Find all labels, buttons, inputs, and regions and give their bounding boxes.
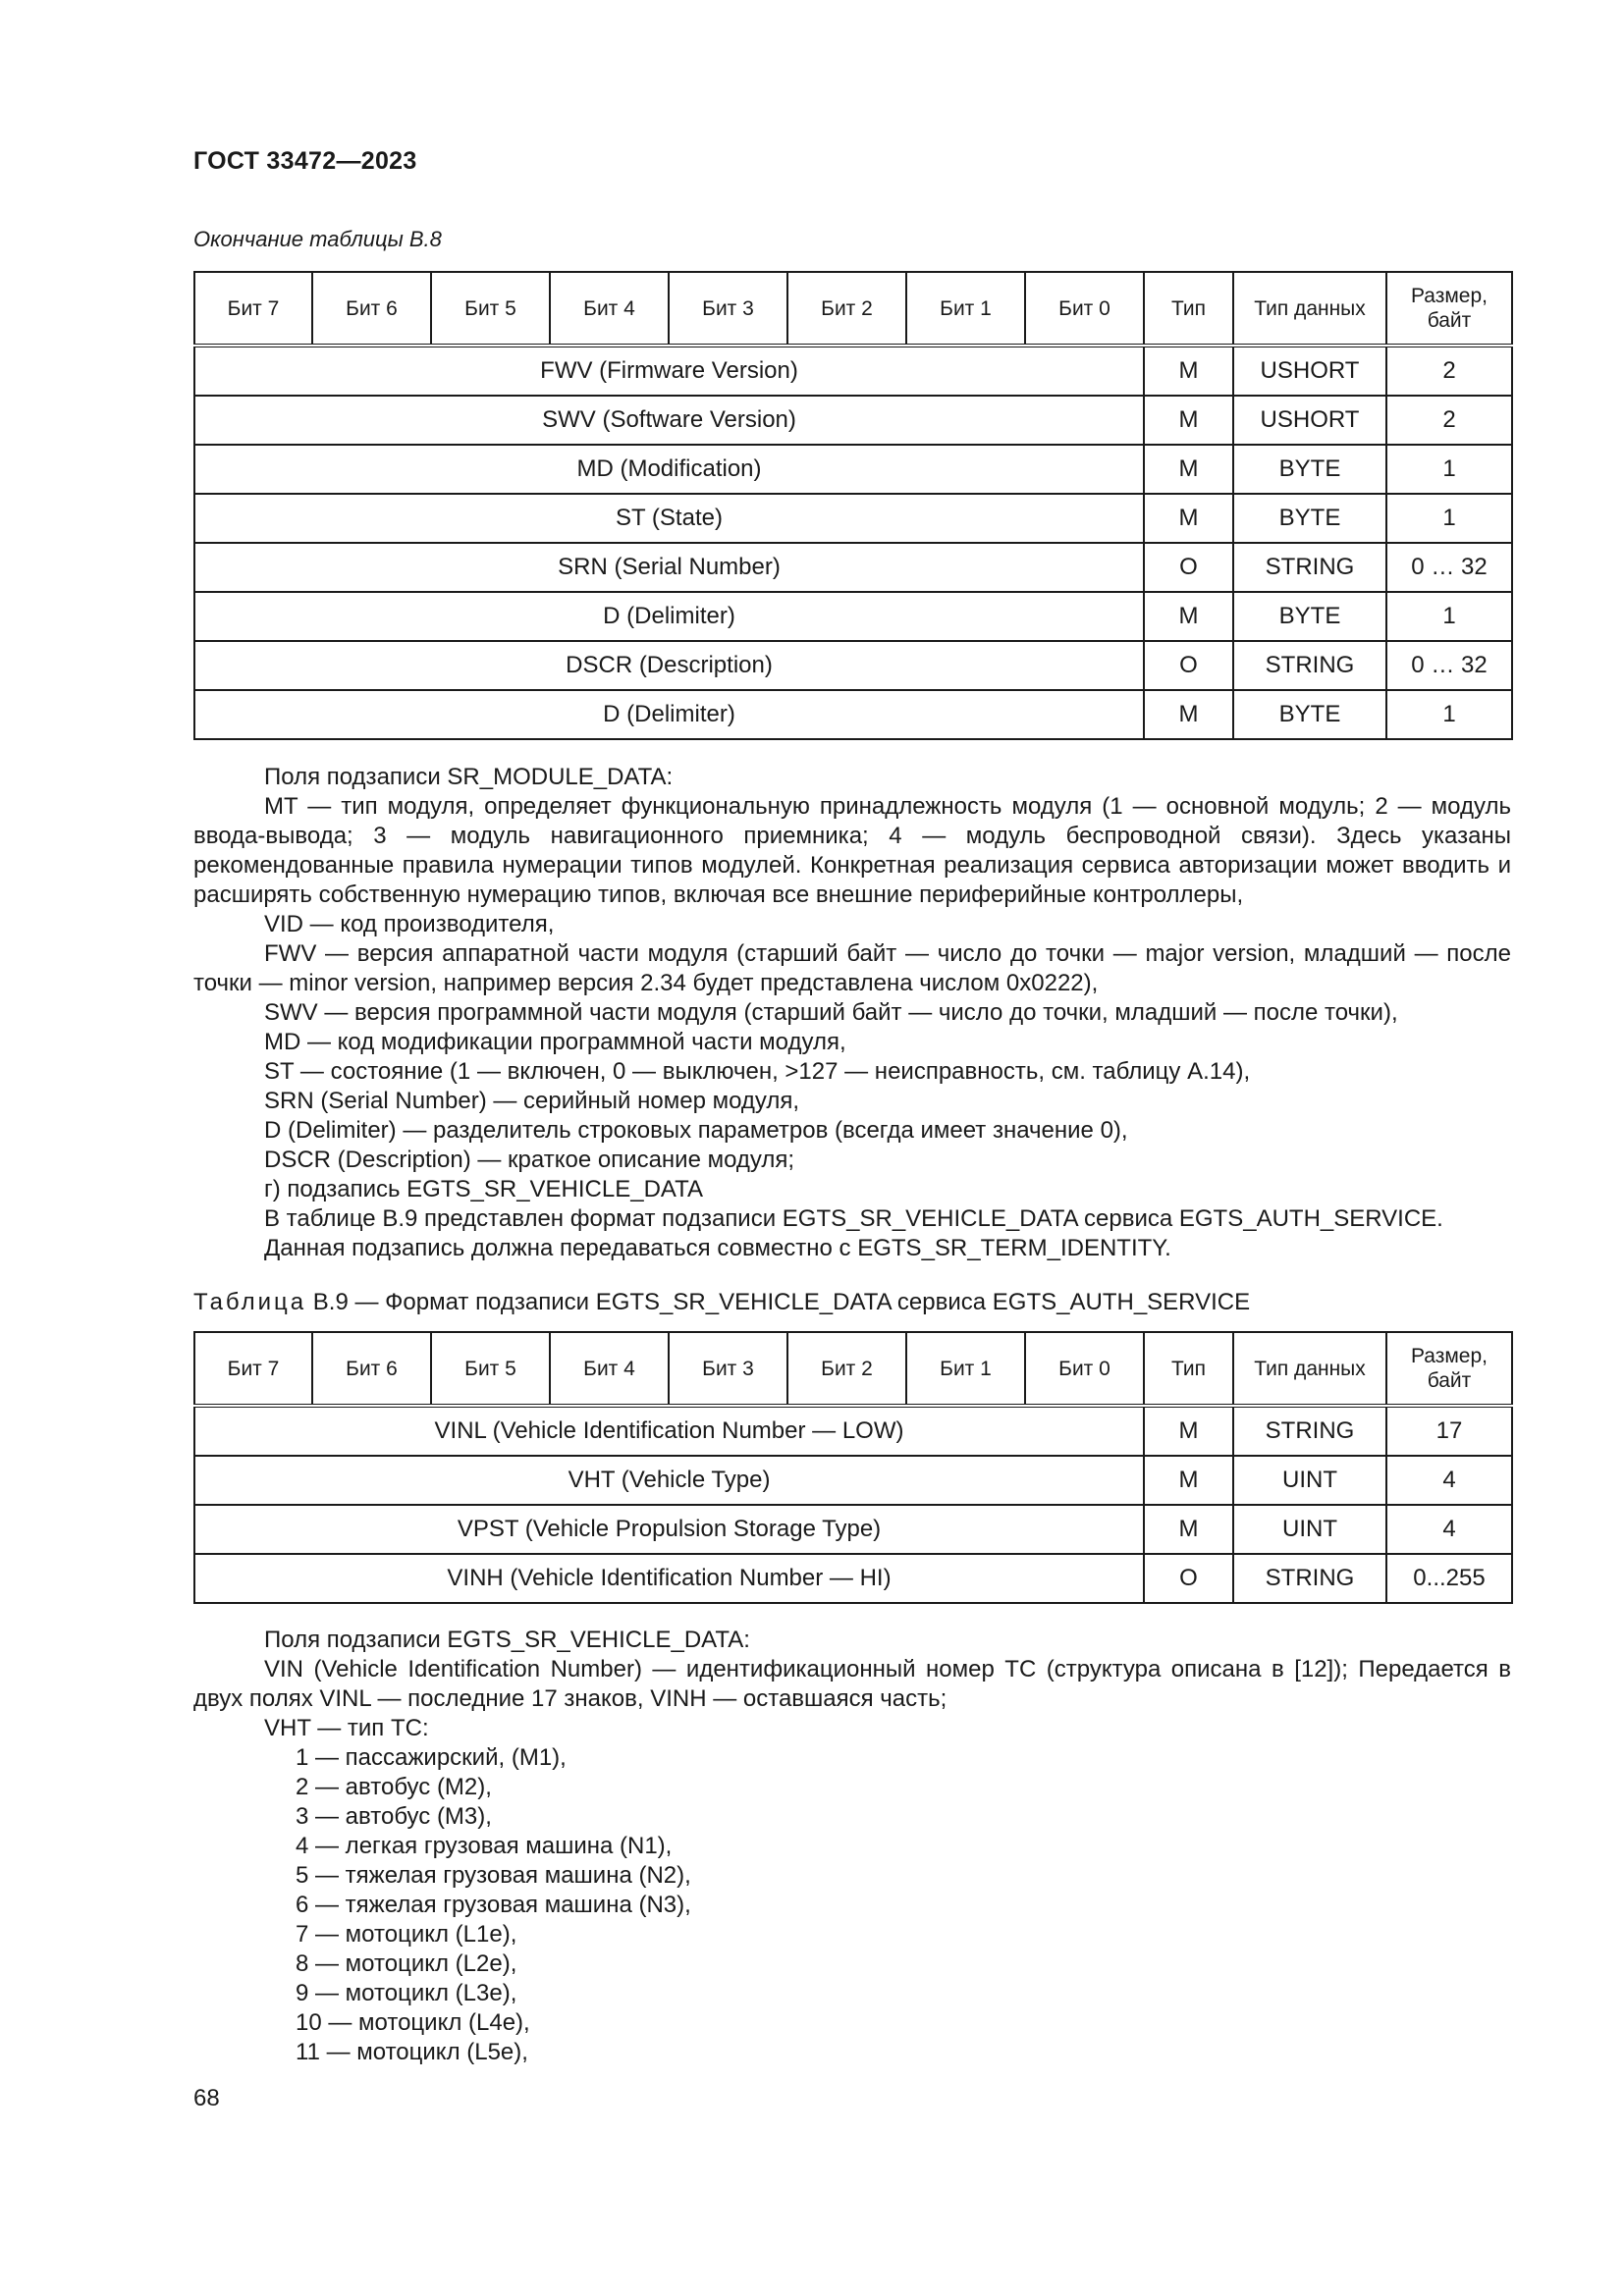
- type-cell: O: [1144, 1554, 1233, 1603]
- list-item: 8 — мотоцикл (L2e),: [296, 1950, 517, 1977]
- table-row: [194, 690, 1512, 739]
- paragraph: D (Delimiter) — разделитель строковых параметров (всегда имеет значение 0),: [264, 1117, 1128, 1144]
- paragraph: MT — тип модуля, определяет функциональную принадлежность модуля (1 — основной модуль; 2 — модуль ввода-вывода; 3 — модуль навигационного приемника; 4 — модуль беспроводной связи). Здесь указаны рекомендованные правила нумерации типов модулей. Конкретная реализация сервиса авторизации может вводить и расширять собственную нумерацию типов, включая все внешние периферийные контроллеры,: [193, 793, 1511, 908]
- standard-designation: ГОСТ 33472—2023: [193, 147, 417, 175]
- field-cell: FWV (Firmware Version): [194, 346, 1144, 396]
- column-header: Бит 2: [787, 1332, 906, 1406]
- module-data-fields-description: [193, 763, 1511, 1263]
- size-cell: 1: [1386, 592, 1512, 641]
- data-type-cell: UINT: [1233, 1505, 1386, 1554]
- column-header: Тип данных: [1233, 1332, 1386, 1406]
- table-row: [194, 445, 1512, 494]
- table-row: [194, 494, 1512, 543]
- column-header: Тип: [1144, 1332, 1233, 1406]
- table-header-row: [194, 272, 1512, 346]
- data-type-cell: STRING: [1233, 1406, 1386, 1456]
- data-type-cell: USHORT: [1233, 396, 1386, 445]
- type-cell: M: [1144, 494, 1233, 543]
- field-cell: VINL (Vehicle Identification Number — LOW): [194, 1406, 1144, 1456]
- size-cell: 17: [1386, 1406, 1512, 1456]
- data-type-cell: USHORT: [1233, 346, 1386, 396]
- field-cell: SRN (Serial Number): [194, 543, 1144, 592]
- size-cell: 0 … 32: [1386, 641, 1512, 690]
- size-cell: 1: [1386, 690, 1512, 739]
- table-row: [194, 1505, 1512, 1554]
- column-header: Бит 0: [1025, 272, 1144, 346]
- column-header: Бит 1: [906, 1332, 1025, 1406]
- data-type-cell: BYTE: [1233, 494, 1386, 543]
- table-title-text: В.9 — Формат подзаписи EGTS_SR_VEHICLE_DATA сервиса EGTS_AUTH_SERVICE: [312, 1289, 1251, 1315]
- field-cell: MD (Modification): [194, 445, 1144, 494]
- column-header: Размер, байт: [1386, 1332, 1512, 1406]
- column-header: Бит 6: [312, 272, 431, 346]
- type-cell: M: [1144, 592, 1233, 641]
- paragraph: VIN (Vehicle Identification Number) — идентификационный номер ТС (структура описана в [12]); Передается в двух полях VINL — последние 17 знаков, VINH — оставшаяся часть;: [193, 1656, 1511, 1712]
- field-cell: D (Delimiter): [194, 690, 1144, 739]
- data-type-cell: BYTE: [1233, 445, 1386, 494]
- size-cell: 1: [1386, 445, 1512, 494]
- list-item: 4 — легкая грузовая машина (N1),: [296, 1833, 673, 1859]
- table-row: [194, 396, 1512, 445]
- list-item: 10 — мотоцикл (L4e),: [296, 2009, 530, 2036]
- paragraph: г) подзапись EGTS_SR_VEHICLE_DATA: [264, 1176, 704, 1202]
- size-cell: 2: [1386, 396, 1512, 445]
- paragraph: FWV — версия аппаратной части модуля (старший байт — число до точки — major version, младший — после точки — minor version, например версия 2.34 будет представлена числом 0x0222),: [193, 940, 1511, 996]
- data-type-cell: UINT: [1233, 1456, 1386, 1505]
- column-header: Бит 6: [312, 1332, 431, 1406]
- field-cell: ST (State): [194, 494, 1144, 543]
- table-row: [194, 346, 1512, 396]
- data-type-cell: STRING: [1233, 543, 1386, 592]
- table-row: [194, 592, 1512, 641]
- table-row: [194, 1554, 1512, 1603]
- list-item: 7 — мотоцикл (L1e),: [296, 1921, 517, 1948]
- size-cell: 4: [1386, 1505, 1512, 1554]
- field-cell: VINH (Vehicle Identification Number — HI): [194, 1554, 1144, 1603]
- list-item: 11 — мотоцикл (L5e),: [296, 2039, 528, 2065]
- table-b9: [193, 1331, 1513, 1604]
- data-type-cell: BYTE: [1233, 690, 1386, 739]
- column-header: Бит 4: [550, 1332, 669, 1406]
- column-header: Бит 5: [431, 272, 550, 346]
- data-type-cell: BYTE: [1233, 592, 1386, 641]
- paragraph: Поля подзаписи EGTS_SR_VEHICLE_DATA:: [264, 1627, 750, 1653]
- table-row: [194, 543, 1512, 592]
- paragraph: SWV — версия программной части модуля (старший байт — число до точки, младший — после точки),: [264, 999, 1398, 1026]
- type-cell: M: [1144, 346, 1233, 396]
- paragraph: Данная подзапись должна передаваться совместно с EGTS_SR_TERM_IDENTITY.: [264, 1235, 1171, 1261]
- table-row: [194, 1406, 1512, 1456]
- type-cell: M: [1144, 1505, 1233, 1554]
- field-cell: VHT (Vehicle Type): [194, 1456, 1144, 1505]
- type-cell: M: [1144, 1456, 1233, 1505]
- size-cell: 1: [1386, 494, 1512, 543]
- column-header: Бит 7: [194, 272, 312, 346]
- size-cell: 0 … 32: [1386, 543, 1512, 592]
- paragraph: VHT — тип ТС:: [264, 1715, 429, 1741]
- list-item: 6 — тяжелая грузовая машина (N3),: [296, 1892, 691, 1918]
- page-number: 68: [193, 2085, 220, 2111]
- paragraph: MD — код модификации программной части модуля,: [264, 1029, 846, 1055]
- field-cell: VPST (Vehicle Propulsion Storage Type): [194, 1505, 1144, 1554]
- type-cell: M: [1144, 445, 1233, 494]
- list-item: 1 — пассажирский, (M1),: [296, 1744, 567, 1771]
- list-item: 9 — мотоцикл (L3e),: [296, 1980, 517, 2006]
- column-header: Бит 0: [1025, 1332, 1144, 1406]
- size-cell: 4: [1386, 1456, 1512, 1505]
- table-continuation-caption: Окончание таблицы В.8: [193, 227, 442, 251]
- column-header: Бит 4: [550, 272, 669, 346]
- table-b9-title: [193, 1289, 1250, 1316]
- column-header: Тип: [1144, 272, 1233, 346]
- type-cell: M: [1144, 1406, 1233, 1456]
- column-header: Размер, байт: [1386, 272, 1512, 346]
- size-cell: 2: [1386, 346, 1512, 396]
- size-cell: 0...255: [1386, 1554, 1512, 1603]
- paragraph: ST — состояние (1 — включен, 0 — выключен, >127 — неисправность, см. таблицу А.14),: [264, 1058, 1251, 1085]
- column-header: Бит 1: [906, 272, 1025, 346]
- column-header: Бит 3: [669, 1332, 787, 1406]
- list-item: 3 — автобус (M3),: [296, 1803, 492, 1830]
- list-item: 5 — тяжелая грузовая машина (N2),: [296, 1862, 691, 1889]
- type-cell: M: [1144, 690, 1233, 739]
- paragraph: В таблице В.9 представлен формат подзаписи EGTS_SR_VEHICLE_DATA сервиса EGTS_AUTH_SERVICE.: [264, 1205, 1443, 1232]
- field-cell: SWV (Software Version): [194, 396, 1144, 445]
- column-header: Тип данных: [1233, 272, 1386, 346]
- data-type-cell: STRING: [1233, 1554, 1386, 1603]
- column-header: Бит 3: [669, 272, 787, 346]
- table-row: [194, 1456, 1512, 1505]
- field-cell: DSCR (Description): [194, 641, 1144, 690]
- type-cell: M: [1144, 396, 1233, 445]
- list-item: 2 — автобус (M2),: [296, 1774, 492, 1800]
- table-header-row: [194, 1332, 1512, 1406]
- vehicle-data-fields-description: [193, 1626, 1511, 2067]
- field-cell: D (Delimiter): [194, 592, 1144, 641]
- table-b8-end: [193, 271, 1513, 740]
- paragraph: Поля подзаписи SR_MODULE_DATA:: [264, 764, 674, 790]
- column-header: Бит 5: [431, 1332, 550, 1406]
- column-header: Бит 7: [194, 1332, 312, 1406]
- paragraph: VID — код производителя,: [264, 911, 555, 937]
- type-cell: O: [1144, 543, 1233, 592]
- paragraph: SRN (Serial Number) — серийный номер модуля,: [264, 1088, 800, 1114]
- column-header: Бит 2: [787, 272, 906, 346]
- data-type-cell: STRING: [1233, 641, 1386, 690]
- table-label: Таблица: [193, 1289, 307, 1315]
- table-row: [194, 641, 1512, 690]
- paragraph: DSCR (Description) — краткое описание модуля;: [264, 1147, 795, 1173]
- type-cell: O: [1144, 641, 1233, 690]
